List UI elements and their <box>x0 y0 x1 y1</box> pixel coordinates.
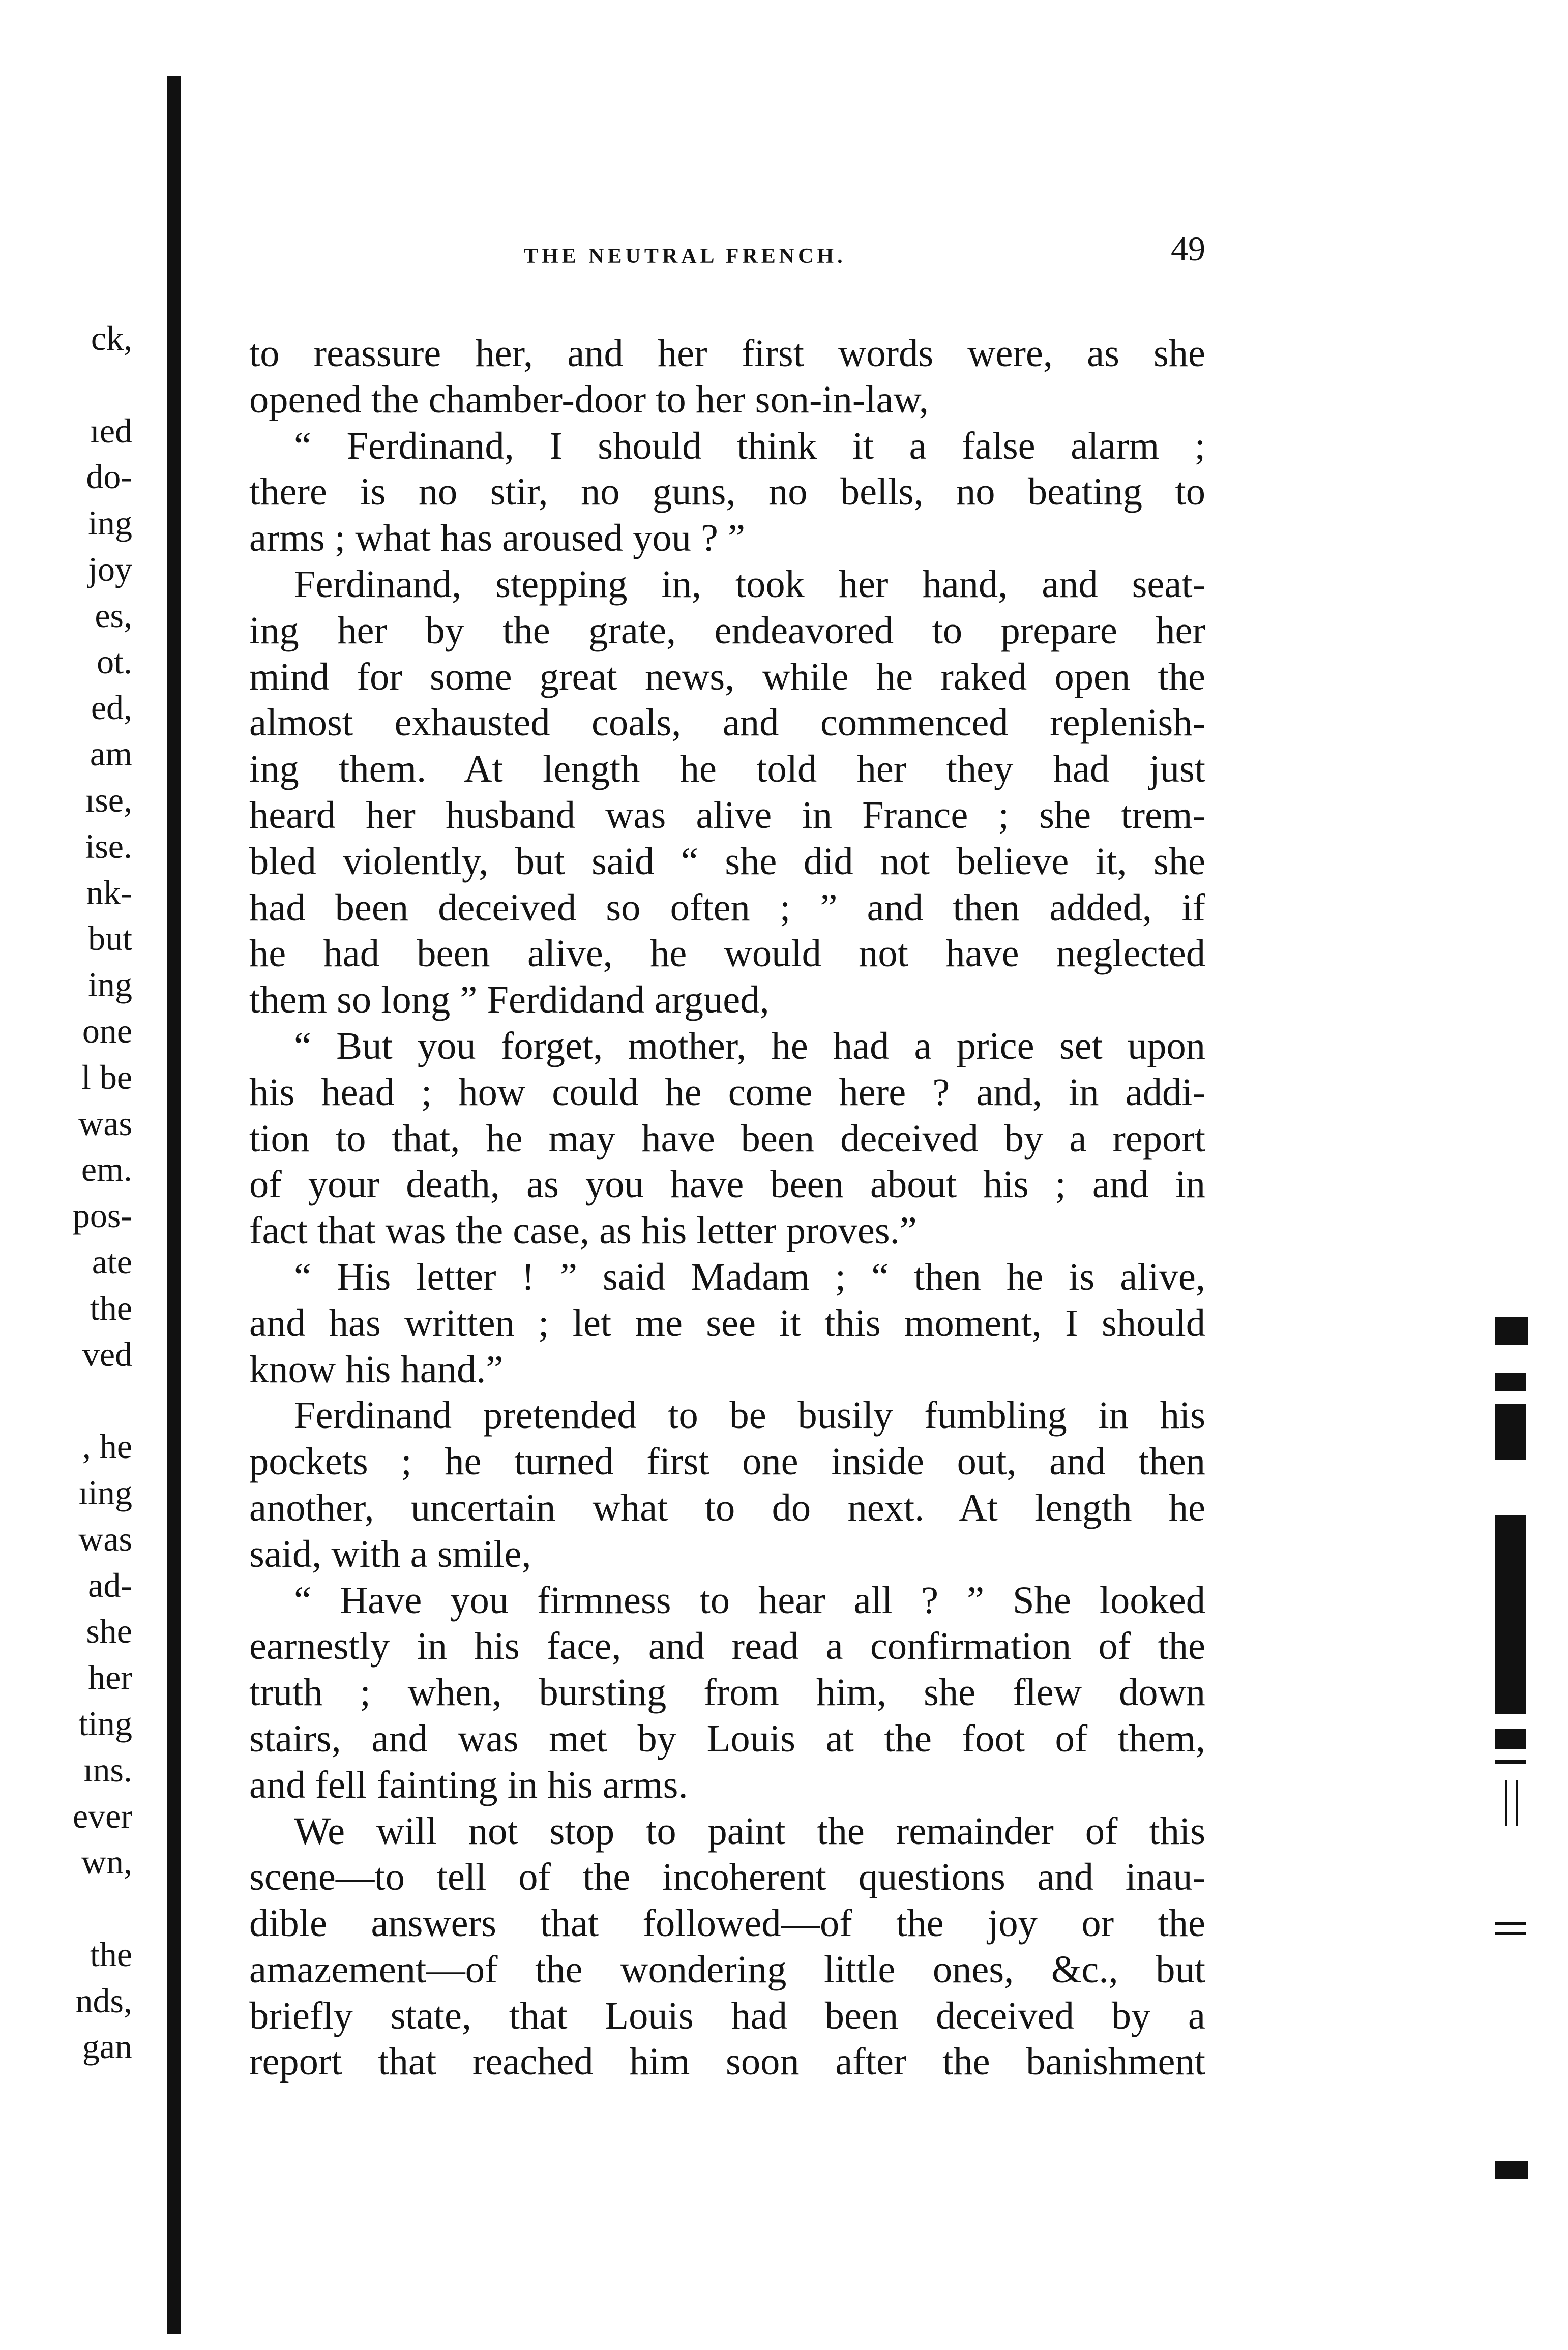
margin-fragment: but <box>88 919 132 958</box>
margin-fragment: was <box>78 1519 132 1558</box>
text-line: ing them. At length he told her they had just <box>249 747 1205 791</box>
margin-fragment: ate <box>92 1242 132 1281</box>
margin-fragment: ad- <box>88 1565 132 1604</box>
text-line: almost exhausted coals, and commenced replenish- <box>249 701 1205 745</box>
margin-fragment: l be <box>81 1057 132 1096</box>
margin-fragment <box>10 1885 132 1931</box>
text-line: bled violently, but said “ she did not believe it, she <box>249 839 1205 883</box>
scan-mark <box>1516 1780 1518 1826</box>
text-line: his head ; how could he come here ? and, in addi- <box>249 1070 1205 1114</box>
text-line: briefly state, that Louis had been deceived by a <box>249 1994 1205 2037</box>
margin-fragment: ıed <box>90 411 132 450</box>
margin-fragment: gan <box>82 2027 132 2066</box>
page-number: 49 <box>1171 229 1205 268</box>
margin-fragment: wn, <box>81 1842 132 1882</box>
text-line: another, uncertain what to do next. At length he <box>249 1485 1205 1529</box>
margin-fragment <box>10 362 132 408</box>
text-line: ing her by the grate, endeavored to prepare her <box>249 608 1205 652</box>
margin-fragment: ıns. <box>83 1750 132 1789</box>
margin-fragment: do- <box>86 457 132 496</box>
text-line: he had been alive, he would not have neglected <box>249 932 1205 975</box>
margin-fragment: ot. <box>97 642 132 681</box>
margin-fragment: ıse, <box>85 780 132 819</box>
text-line: truth ; when, bursting from him, she flew down <box>249 1671 1205 1714</box>
text-line: and has written ; let me see it this moment, I should <box>249 1301 1205 1345</box>
margin-fragment: ever <box>72 1796 132 1835</box>
text-line: arms ; what has aroused you ? ” <box>249 516 746 560</box>
margin-fragment: em. <box>81 1150 132 1189</box>
margin-fragment: es, <box>95 596 132 635</box>
text-line: scene—to tell of the incoherent questions and inau- <box>249 1855 1205 1899</box>
text-line: earnestly in his face, and read a confirmation of the <box>249 1624 1205 1668</box>
margin-fragment: joy <box>88 549 132 588</box>
text-line: pockets ; he turned first one inside out, and then <box>249 1440 1205 1483</box>
text-line: had been deceived so often ; ” and then added, if <box>249 885 1205 929</box>
margin-fragment: ck, <box>91 319 132 358</box>
margin-fragment: ting <box>78 1704 132 1743</box>
text-line: amazement—of the wondering little ones, &c., but <box>249 1947 1205 1991</box>
scan-mark <box>1495 1317 1528 1345</box>
margin-fragment: was <box>78 1104 132 1143</box>
margin-fragment: ing <box>88 965 132 1004</box>
margin-fragment: ing <box>88 503 132 543</box>
text-line: “ But you forget, mother, he had a price set upon <box>294 1024 1205 1067</box>
margin-fragment: pos- <box>72 1196 132 1235</box>
text-line: know his hand.” <box>249 1347 504 1391</box>
margin-fragment: ise. <box>85 826 132 866</box>
text-line: “ Ferdinand, I should think it a false alarm ; <box>294 424 1205 467</box>
text-line: fact that was the case, as his letter proves.” <box>249 1209 917 1253</box>
scan-mark <box>1505 1780 1507 1826</box>
margin-fragment: ved <box>82 1334 132 1374</box>
margin-fragment: her <box>88 1658 132 1697</box>
binding-shadow <box>167 76 181 2334</box>
margin-fragment: nk- <box>86 873 132 912</box>
margin-fragment: ıing <box>78 1473 132 1512</box>
scan-mark <box>1495 1515 1526 1714</box>
scan-mark <box>1495 1760 1526 1764</box>
text-line: report that reached him soon after the banishment <box>249 2040 1205 2084</box>
margin-fragment: am <box>90 734 132 774</box>
text-line: said, with a smile, <box>249 1532 531 1575</box>
scan-mark <box>1495 1932 1526 1935</box>
text-line: dible answers that followed—of the joy or the <box>249 1901 1205 1945</box>
text-line: tion to that, he may have been deceived by a report <box>249 1116 1205 1160</box>
margin-fragment: the <box>90 1935 132 1974</box>
text-line: to reassure her, and her first words were, as she <box>249 332 1205 375</box>
margin-fragment: one <box>82 1011 132 1050</box>
scan-mark <box>1495 1922 1526 1925</box>
margin-fragment: nds, <box>75 1981 132 2020</box>
facing-page-fragments <box>10 315 132 2070</box>
page-header <box>249 229 1205 280</box>
text-line: and fell fainting in his arms. <box>249 1763 688 1806</box>
text-line: opened the chamber-door to her son-in-law, <box>249 377 929 421</box>
margin-fragment: , he <box>82 1427 132 1466</box>
text-line: them so long ” Ferdidand argued, <box>249 978 770 1022</box>
margin-fragment: ed, <box>91 688 132 727</box>
text-line: Ferdinand pretended to be busily fumbling in his <box>294 1393 1205 1437</box>
running-head: THE NEUTRAL FRENCH. <box>524 245 846 268</box>
text-line: Ferdinand, stepping in, took her hand, and seat- <box>294 562 1205 606</box>
text-line: stairs, and was met by Louis at the foot of them, <box>249 1716 1205 1760</box>
text-line: mind for some great news, while he raked open the <box>249 655 1205 698</box>
margin-fragment: the <box>90 1288 132 1327</box>
text-line: “ His letter ! ” said Madam ; “ then he is alive, <box>294 1255 1205 1298</box>
body-text <box>249 331 1205 2085</box>
text-line: “ Have you firmness to hear all ? ” She looked <box>294 1578 1205 1622</box>
text-line: of your death, as you have been about his ; and in <box>249 1163 1205 1206</box>
scan-mark <box>1495 1404 1526 1460</box>
margin-fragment: she <box>86 1612 132 1651</box>
scan-mark <box>1495 1729 1526 1749</box>
scan-mark <box>1495 2161 1528 2179</box>
text-line: there is no stir, no guns, no bells, no beating to <box>249 470 1205 514</box>
text-line: heard her husband was alive in France ; she trem- <box>249 793 1205 837</box>
scan-mark <box>1495 1373 1526 1391</box>
margin-fragment <box>10 1377 132 1423</box>
text-line: We will not stop to paint the remainder of this <box>294 1809 1205 1853</box>
